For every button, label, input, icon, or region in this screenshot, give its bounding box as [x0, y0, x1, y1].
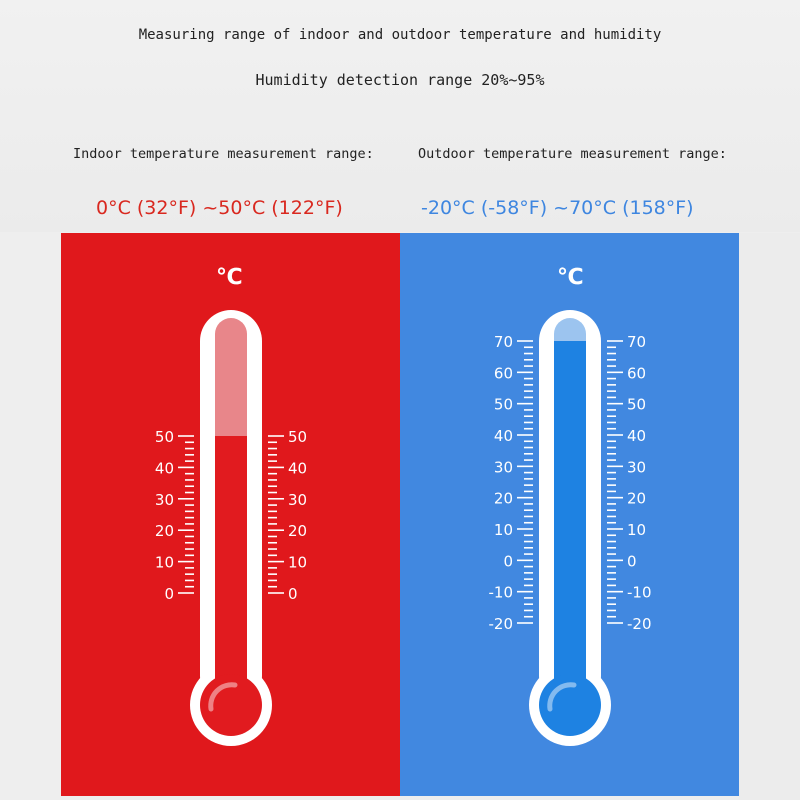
outdoor-tick-label-right: 30 [627, 458, 647, 477]
outdoor-tick-label-left: 40 [493, 427, 513, 445]
page-title: Measuring range of indoor and outdoor temperature and humidity [138, 27, 662, 43]
indoor-range-value: 0°C (32°F) ~50°C (122°F) [96, 197, 343, 219]
outdoor-tick-label-right: 40 [627, 427, 647, 445]
outdoor-tick-label-left: 10 [493, 521, 513, 539]
indoor-tick-label-right: 30 [288, 490, 308, 509]
outdoor-range-label: Outdoor temperature measurement range: [418, 146, 727, 162]
indoor-celsius-unit: ℃ [216, 265, 243, 290]
outdoor-liquid [554, 341, 586, 705]
outdoor-tick-label-right: -20 [627, 615, 652, 633]
indoor-range-label: Indoor temperature measurement range: [73, 146, 374, 162]
indoor-tick-label-left: 30 [154, 490, 174, 509]
outdoor-tick-label-left: 30 [493, 458, 513, 477]
indoor-tick-label-right: 40 [288, 459, 308, 478]
outdoor-tick-label-right: 50 [627, 395, 647, 414]
outdoor-tick-label-right: 0 [627, 552, 637, 571]
outdoor-tick-label-right: 10 [627, 521, 647, 539]
indoor-tick-label-left: 40 [154, 459, 174, 478]
indoor-tick-label-left: 20 [154, 522, 174, 541]
indoor-tick-label-right: 0 [288, 585, 298, 603]
indoor-tick-label-right: 10 [288, 553, 308, 572]
indoor-tick-label-right: 20 [288, 522, 308, 541]
outdoor-tick-label-right: 60 [627, 364, 647, 383]
outdoor-tick-label-right: 20 [627, 489, 647, 508]
indoor-tick-label-left: 10 [154, 553, 174, 572]
outdoor-tick-label-left: 50 [493, 395, 513, 414]
outdoor-tick-label-left: -20 [488, 615, 513, 633]
outdoor-tick-label-right: -10 [627, 583, 652, 602]
outdoor-tick-label-left: 0 [503, 552, 513, 571]
outdoor-range-value: -20°C (-58°F) ~70°C (158°F) [421, 197, 694, 219]
indoor-tick-label-right: 50 [288, 428, 308, 446]
outdoor-tick-label-left: -10 [488, 583, 513, 602]
indoor-tick-label-left: 50 [154, 428, 174, 446]
indoor-tick-label-left: 0 [164, 585, 174, 603]
outdoor-tick-label-left: 20 [493, 489, 513, 508]
outdoor-tick-label-left: 60 [493, 364, 513, 383]
outdoor-tick-label-left: 70 [493, 333, 513, 351]
outdoor-celsius-unit: ℃ [557, 265, 584, 290]
humidity-range-text: Humidity detection range 20%~95% [255, 71, 545, 89]
outdoor-tick-label-right: 70 [627, 333, 647, 351]
